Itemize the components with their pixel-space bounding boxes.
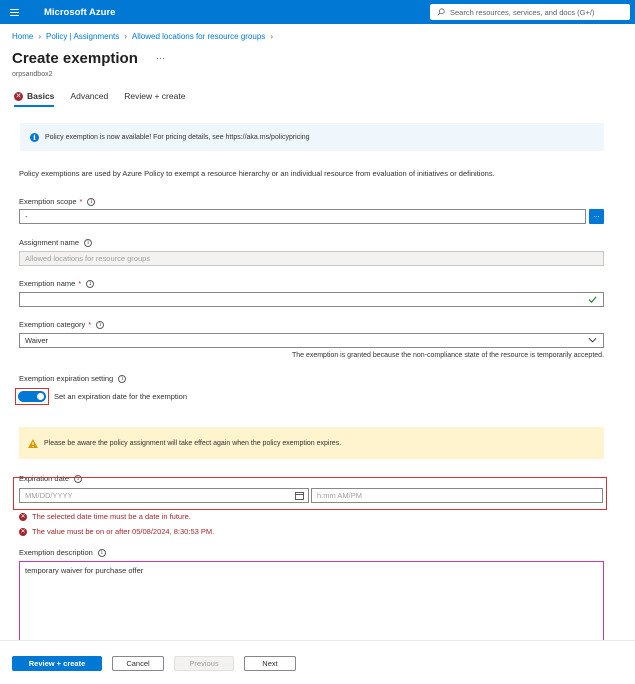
expiration-setting-label [19, 374, 126, 383]
brand-name[interactable]: Microsoft Azure [44, 6, 116, 18]
tab-review-create[interactable]: Review + create [124, 91, 186, 101]
exemption-description-label-text: Exemption description [19, 548, 93, 557]
tab-basics[interactable] [14, 91, 54, 106]
info-banner-text: Policy exemption is now available! For pricing details, see https://aka.ms/policypricing [45, 133, 310, 141]
expiration-time-input[interactable] [311, 488, 603, 503]
exemption-category-value: Waiver [25, 336, 49, 345]
exemption-category-label-text: Exemption category [19, 320, 86, 329]
exemption-description-textarea[interactable]: temporary waiver for purchase offer [19, 561, 604, 641]
info-icon: i [30, 133, 39, 142]
warning-icon [28, 439, 38, 448]
warning-text: Please be aware the policy assignment will take effect again when the policy exemption expires. [44, 439, 342, 447]
error-icon: ✕ [20, 513, 26, 520]
error-text: The selected date time must be a date in future. [32, 512, 191, 521]
menu-icon[interactable] [0, 0, 28, 24]
toggle-knob [37, 393, 44, 400]
info-icon[interactable]: i [84, 239, 92, 247]
info-icon[interactable]: i [86, 280, 94, 288]
expiration-toggle-label: Set an expiration date for the exemption [54, 392, 188, 401]
page-subtitle: orpsandbox2 [12, 71, 53, 78]
time-placeholder: h:mm AM/PM [317, 491, 363, 500]
expiration-date-label-text: Expiration date [19, 474, 70, 483]
breadcrumb-home[interactable]: Home [12, 32, 34, 41]
breadcrumb [12, 32, 278, 41]
error-icon: ✕ [20, 528, 26, 535]
assignment-name-value: Allowed locations for resource groups [25, 254, 151, 263]
review-create-button[interactable]: Review + create [12, 656, 102, 671]
checkmark-icon [588, 295, 597, 304]
browse-scope-button[interactable]: ... [589, 209, 604, 224]
more-options-icon[interactable]: ··· [156, 53, 165, 63]
description-text: Policy exemptions are used by Azure Policy to exempt a resource hierarchy or an individual resource from evaluation of initiatives or definitions. [19, 169, 495, 178]
tab-bar [14, 91, 201, 106]
exemption-name-label [19, 279, 94, 288]
tab-basics-label: Basics [27, 91, 55, 101]
page-title: Create exemption [12, 50, 138, 67]
date-placeholder: MM/DD/YYYY [25, 491, 73, 500]
error-text: The value must be on or after 05/08/2024, 8:30:53 PM. [32, 527, 215, 536]
exemption-scope-field[interactable] [19, 209, 586, 224]
chevron-right-icon: › [38, 32, 42, 41]
exemption-scope-label [19, 197, 95, 206]
warning-banner [19, 427, 604, 459]
previous-button: Previous [174, 656, 234, 671]
exemption-scope-value: - [25, 212, 28, 221]
info-banner [20, 123, 604, 151]
info-icon[interactable]: i [98, 549, 106, 557]
chevron-right-icon: › [124, 32, 127, 41]
search-placeholder: Search resources, services, and docs (G+/) [450, 7, 595, 17]
info-icon[interactable]: i [96, 321, 104, 329]
search-box[interactable] [430, 4, 630, 20]
info-icon[interactable]: i [118, 375, 126, 383]
exemption-name-input[interactable] [19, 292, 604, 307]
assignment-name-label-text: Assignment name [19, 238, 80, 247]
error-icon: ✕ [15, 92, 22, 100]
exemption-name-label-text: Exemption name [19, 279, 76, 288]
exemption-category-label [19, 320, 104, 329]
search-icon [437, 8, 445, 16]
expiration-setting-label-text: Exemption expiration setting [19, 374, 114, 383]
next-button[interactable]: Next [244, 656, 296, 671]
calendar-icon[interactable] [295, 492, 304, 500]
cancel-button[interactable]: Cancel [112, 656, 164, 671]
top-bar [0, 0, 635, 24]
required-marker: * [88, 320, 92, 329]
breadcrumb-policy-assignments[interactable]: Policy | Assignments [46, 32, 120, 41]
exemption-scope-label-text: Exemption scope [19, 197, 77, 206]
exemption-description-label [19, 548, 106, 557]
error-message-date-future [19, 512, 191, 521]
exemption-category-select[interactable] [19, 333, 604, 348]
error-message-min-date [19, 527, 214, 536]
assignment-name-field [19, 251, 604, 266]
required-marker: * [78, 279, 82, 288]
assignment-name-label [19, 238, 92, 247]
expiration-toggle-highlight [15, 388, 49, 405]
category-help-text: The exemption is granted because the non-compliance state of the resource is temporarily accepted. [291, 352, 604, 359]
expiration-toggle[interactable] [18, 391, 46, 402]
expiration-date-input[interactable] [19, 488, 309, 503]
chevron-down-icon [588, 337, 597, 344]
info-icon[interactable]: i [87, 198, 95, 206]
footer-bar [0, 640, 635, 684]
breadcrumb-assignment[interactable]: Allowed locations for resource groups [131, 32, 266, 41]
info-icon[interactable]: i [74, 475, 82, 483]
chevron-right-icon: › [270, 32, 273, 41]
required-marker: * [79, 197, 83, 206]
tab-advanced[interactable]: Advanced [70, 91, 109, 101]
